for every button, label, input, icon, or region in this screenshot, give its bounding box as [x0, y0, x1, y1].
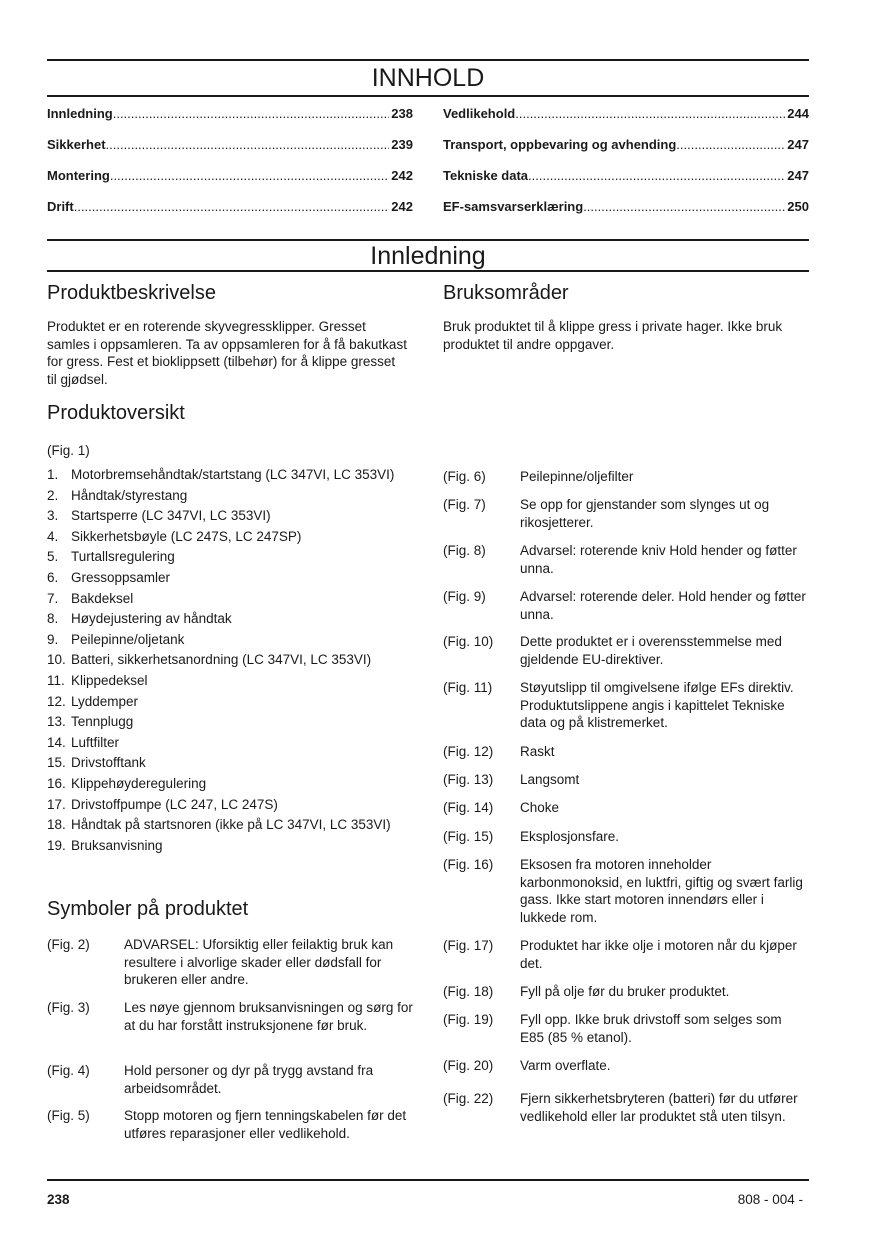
- left-column: [47, 0, 413, 1241]
- symbol-description: Eksosen fra motoren inneholder karbonmonoksid, en luktfri, giftig og svært farlig gass. Ikke start motoren innendørs eller i lukkede rom.: [520, 857, 803, 925]
- symbol-row: [443, 1011, 809, 1046]
- manual-page: [47, 0, 809, 1241]
- overview-item-number: 13.: [47, 714, 66, 730]
- symbol-row: [443, 1090, 809, 1125]
- produktoversikt-heading: Produktoversikt: [47, 402, 185, 424]
- symbol-row: [47, 999, 413, 1034]
- symbol-description: Peilepinne/oljefilter: [520, 469, 634, 484]
- symbol-row: [443, 679, 809, 732]
- bruksomrader-heading: Bruksområder: [443, 282, 569, 304]
- symbol-row: [443, 588, 809, 623]
- toc-entry[interactable]: Tekniske data ..... 247: [443, 168, 809, 199]
- overview-item-text: Motorbremsehåndtak/startstang (LC 347VI, LC 353VI): [71, 467, 395, 482]
- overview-item-number: 9.: [47, 631, 59, 647]
- overview-item: [47, 796, 413, 814]
- overview-item-number: 3.: [47, 508, 59, 524]
- symbol-row: [443, 983, 809, 1001]
- toc-entry[interactable]: Transport, oppbevaring og avhending ..... 247: [443, 137, 809, 168]
- symbol-row: [443, 743, 809, 761]
- overview-item-text: Drivstoffpumpe (LC 247, LC 247S): [71, 796, 278, 812]
- overview-item-number: 14.: [47, 734, 66, 750]
- symbol-description: Stopp motoren og fjern tenningskabelen før det utføres reparasjoner eller vedlikehold.: [124, 1108, 407, 1141]
- symbol-row: [443, 771, 809, 789]
- footer-rule: [47, 1179, 809, 1181]
- symbol-figure-ref: (Fig. 6): [443, 469, 486, 484]
- symbol-figure-ref: (Fig. 8): [443, 543, 486, 558]
- overview-item-text: Sikkerhetsbøyle (LC 247S, LC 247SP): [71, 528, 302, 544]
- overview-item-text: Klippedeksel: [71, 672, 148, 688]
- overview-item: [47, 466, 413, 484]
- overview-item-number: 11.: [47, 672, 65, 688]
- toc-title: INNHOLD: [371, 64, 485, 92]
- toc-entry[interactable]: Montering ..... 242: [47, 168, 413, 199]
- symbol-description: Advarsel: roterende deler. Hold hender og føtter unna.: [520, 589, 806, 622]
- overview-item-text: Lyddemper: [71, 693, 139, 709]
- toc-entry[interactable]: Sikkerhet ..... 239: [47, 137, 413, 168]
- symbol-figure-ref: (Fig. 7): [443, 497, 486, 512]
- symbol-description: Se opp for gjenstander som slynges ut og rikosjetterer.: [520, 497, 770, 530]
- symbol-row: [443, 856, 809, 926]
- overview-item: [47, 651, 413, 669]
- symbol-figure-ref: (Fig. 10): [443, 634, 494, 649]
- overview-item-text: Batteri, sikkerhetsanordning (LC 347VI, LC 353VI): [71, 652, 372, 668]
- overview-item: [47, 816, 413, 834]
- symbol-description: Hold personer og dyr på trygg avstand fra arbeidsområdet.: [124, 1063, 374, 1096]
- symbol-figure-ref: (Fig. 22): [443, 1091, 494, 1106]
- symbol-row: [443, 799, 809, 817]
- toc-entry[interactable]: EF-samsvarserklæring ..... 250: [443, 199, 809, 230]
- overview-item-text: Peilepinne/oljetank: [71, 631, 185, 647]
- overview-item: [47, 590, 413, 608]
- overview-item: [47, 569, 413, 587]
- document-code: 808 - 004 -: [737, 1192, 803, 1207]
- overview-item-number: 10.: [47, 652, 66, 668]
- symbol-figure-ref: (Fig. 19): [443, 1012, 494, 1027]
- toc-entry[interactable]: Vedlikehold ..... 244: [443, 106, 809, 137]
- symbol-figure-ref: (Fig. 18): [443, 984, 494, 999]
- overview-item: [47, 693, 413, 711]
- overview-item-number: 6.: [47, 569, 59, 585]
- overview-item: [47, 487, 413, 505]
- symbol-description: Eksplosjonsfare.: [520, 829, 620, 844]
- overview-item-number: 2.: [47, 487, 59, 503]
- symbol-description: Fjern sikkerhetsbryteren (batteri) før du utfører vedlikehold eller lar produktet stå uten tilsyn.: [520, 1091, 798, 1124]
- symbol-description: Fyll opp. Ikke bruk drivstoff som selges som E85 (85 % etanol).: [520, 1012, 782, 1045]
- overview-item: [47, 610, 413, 628]
- overview-item: [47, 754, 413, 772]
- overview-item-number: 5.: [47, 549, 59, 565]
- overview-item-number: 7.: [47, 590, 59, 606]
- overview-item-number: 18.: [47, 817, 66, 833]
- overview-item-number: 16.: [47, 775, 66, 791]
- overview-item-number: 4.: [47, 528, 59, 544]
- symbol-row: [443, 542, 809, 577]
- symbol-row: [443, 468, 809, 486]
- overview-item-text: Gressoppsamler: [71, 569, 171, 585]
- symbol-description: Langsomt: [520, 772, 580, 787]
- bruksomrader-text: Bruk produktet til å klippe gress i private hager. Ikke bruk produktet til andre oppgaver.: [443, 319, 783, 352]
- overview-item-text: Håndtak/styrestang: [71, 487, 188, 503]
- symbol-row: [443, 496, 809, 531]
- overview-item-text: Drivstofftank: [71, 755, 146, 771]
- symboler-heading: Symboler på produktet: [47, 898, 249, 920]
- symbol-figure-ref: (Fig. 4): [47, 1063, 90, 1078]
- overview-item: [47, 713, 413, 731]
- symbol-description: Dette produktet er i overensstemmelse med gjeldende EU-direktiver.: [520, 634, 782, 667]
- overview-item-number: 1.: [47, 467, 59, 482]
- symbol-figure-ref: (Fig. 3): [47, 1000, 90, 1015]
- overview-item-number: 8.: [47, 611, 59, 627]
- symbol-figure-ref: (Fig. 2): [47, 937, 90, 952]
- overview-item-text: Høydejustering av håndtak: [71, 611, 232, 627]
- symbol-figure-ref: (Fig. 11): [443, 680, 493, 695]
- overview-item: [47, 837, 413, 855]
- symbol-figure-ref: (Fig. 15): [443, 829, 494, 844]
- overview-item-number: 15.: [47, 755, 66, 771]
- overview-item-text: Håndtak på startsnoren (ikke på LC 347VI, LC 353VI): [71, 817, 391, 833]
- overview-item: [47, 734, 413, 752]
- symbol-figure-ref: (Fig. 5): [47, 1108, 90, 1123]
- section-title: Innledning: [370, 242, 486, 270]
- toc-entry[interactable]: Innledning ..... 238: [47, 106, 413, 137]
- symbol-description: Raskt: [520, 744, 555, 759]
- overview-item: [47, 775, 413, 793]
- symbol-row: [443, 633, 809, 668]
- symbol-description: Choke: [520, 800, 560, 815]
- symbol-description: ADVARSEL: Uforsiktig eller feilaktig bruk kan resultere i alvorlige skader eller dødsfall for brukeren eller andre.: [124, 937, 394, 987]
- symbol-description: Støyutslipp til omgivelsene ifølge EFs direktiv. Produktutslippene angis i kapittelet Tekniske data og på klistremerket.: [520, 680, 794, 730]
- overview-item-text: Klippehøyderegulering: [71, 775, 207, 791]
- page-number: 238: [47, 1192, 70, 1207]
- symbol-row: [47, 1062, 413, 1097]
- symbol-figure-ref: (Fig. 16): [443, 857, 494, 872]
- produktbeskrivelse-text: Produktet er en roterende skyvegressklipper. Gresset samles i oppsamleren. Ta av oppsamleren for å få bakutkast for gress. Fest et bioklippsett (tilbehør) for å klippe gresset til gjødsel.: [47, 319, 407, 387]
- overview-item-text: Bruksanvisning: [71, 837, 163, 853]
- symbol-row: [443, 1057, 809, 1075]
- symbol-figure-ref: (Fig. 12): [443, 744, 494, 759]
- overview-item-number: 17.: [47, 796, 66, 812]
- symbol-description: Advarsel: roterende kniv Hold hender og føtter unna.: [520, 543, 797, 576]
- fig-1-reference: (Fig. 1): [47, 443, 90, 458]
- product-overview-list: [47, 466, 413, 857]
- symbol-row: [47, 1107, 413, 1142]
- overview-item-text: Luftfilter: [71, 734, 120, 750]
- toc-entry[interactable]: Drift ..... 242: [47, 199, 413, 230]
- symbol-description: Les nøye gjennom bruksanvisningen og sørg for at du har forstått instruksjonene før bruk.: [124, 1000, 413, 1033]
- symbol-figure-ref: (Fig. 17): [443, 938, 494, 953]
- overview-item-text: Bakdeksel: [71, 590, 134, 606]
- overview-item-text: Turtallsregulering: [71, 549, 175, 565]
- overview-item: [47, 548, 413, 566]
- symbol-description: Fyll på olje før du bruker produktet.: [520, 984, 730, 999]
- symbol-figure-ref: (Fig. 14): [443, 800, 494, 815]
- produktbeskrivelse-heading: Produktbeskrivelse: [47, 282, 216, 304]
- symbol-row: [443, 937, 809, 972]
- symbol-description: Varm overflate.: [520, 1058, 611, 1073]
- overview-item-text: Tennplugg: [71, 714, 134, 730]
- overview-item: [47, 528, 413, 546]
- overview-item: [47, 672, 413, 690]
- overview-item: [47, 507, 413, 525]
- symbol-row: [47, 936, 413, 989]
- symbol-figure-ref: (Fig. 13): [443, 772, 494, 787]
- symbol-figure-ref: (Fig. 20): [443, 1058, 494, 1073]
- overview-item: [47, 631, 413, 649]
- symbol-description: Produktet har ikke olje i motoren når du kjøper det.: [520, 938, 797, 971]
- symbol-figure-ref: (Fig. 9): [443, 589, 486, 604]
- overview-item-number: 12.: [47, 693, 66, 709]
- right-column: [443, 0, 809, 1241]
- overview-item-number: 19.: [47, 837, 66, 853]
- symbol-row: [443, 828, 809, 846]
- overview-item-text: Startsperre (LC 347VI, LC 353VI): [71, 508, 271, 524]
